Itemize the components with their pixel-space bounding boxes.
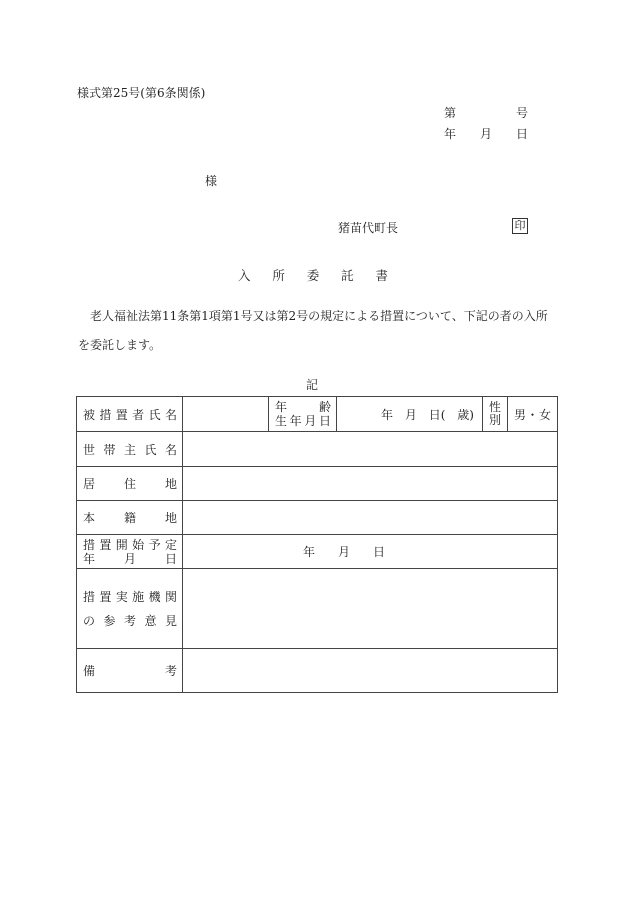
label-char: の (83, 613, 96, 628)
label-char: 措 (83, 537, 96, 552)
residence-label (77, 467, 183, 501)
ki-heading: 記 (306, 378, 319, 392)
label-char: 氏 (144, 442, 157, 457)
birth-year: 年 (381, 407, 394, 422)
label-char: 籍 (123, 511, 136, 525)
label-char: 齢 (318, 400, 331, 414)
label-char: 地 (164, 477, 177, 491)
title-char: 入 (238, 268, 251, 283)
label-char: 措 (83, 589, 96, 604)
start-date-field[interactable] (183, 535, 558, 569)
document-date (444, 125, 528, 142)
record-table (76, 396, 558, 693)
household-head-label (77, 432, 183, 467)
sex-option-female[interactable]: 女 (538, 407, 551, 422)
start-date-label (77, 535, 183, 569)
table-row (77, 569, 558, 649)
start-day: 日 (372, 545, 385, 559)
age-birthdate-label (269, 397, 337, 432)
date-month: 月 (479, 127, 492, 141)
label-char: 措 (99, 407, 112, 422)
label-char: 日 (318, 414, 331, 428)
form-number-label: 様式第25号(第6条関係) (77, 86, 206, 100)
label-char: 考 (164, 664, 177, 678)
label-char: 本 (83, 511, 96, 525)
label-char: 置 (115, 407, 128, 422)
label-char: 性 (488, 400, 501, 414)
label-char: 名 (164, 442, 177, 457)
label-char: 生 (275, 414, 288, 428)
table-row (77, 432, 558, 467)
birth-month: 月 (404, 407, 417, 422)
addressee-honorific: 様 (205, 174, 218, 188)
label-char: 住 (123, 477, 136, 491)
label-char: 名 (164, 407, 177, 422)
seal-mark: 印 (512, 218, 528, 234)
subject-name-field[interactable] (183, 397, 269, 432)
document-number-prefix: 第 (444, 106, 457, 120)
start-month: 月 (337, 545, 350, 559)
label-char: 主 (123, 442, 136, 457)
subject-name-label (77, 397, 183, 432)
label-char: 日 (164, 551, 177, 566)
table-row (77, 501, 558, 535)
label-char: 見 (164, 613, 177, 628)
residence-field[interactable] (183, 467, 558, 501)
title-char: 書 (375, 268, 388, 283)
label-char: 開 (115, 537, 128, 552)
label-char: 氏 (148, 407, 161, 422)
domicile-label (77, 501, 183, 535)
title-char: 委 (306, 268, 320, 283)
start-year: 年 (303, 545, 316, 559)
document-number-suffix: 号 (515, 106, 528, 120)
table-row (77, 649, 558, 693)
issuer-name: 猪苗代町長 (338, 221, 399, 235)
label-char: 年 (289, 414, 302, 428)
label-char: 地 (164, 511, 177, 525)
document-number (444, 104, 528, 121)
agency-opinion-field[interactable] (183, 569, 558, 649)
label-char: 定 (164, 537, 177, 552)
table-row (77, 467, 558, 501)
sex-option-male[interactable]: 男 (514, 407, 527, 422)
label-char: 関 (164, 589, 177, 604)
age-years: 歳) (457, 407, 474, 422)
sex-field[interactable] (508, 397, 558, 432)
label-char: 置 (99, 537, 112, 552)
remarks-label (77, 649, 183, 693)
label-char: 考 (123, 613, 136, 628)
birth-day: 日( (428, 407, 446, 422)
title-char: 託 (341, 268, 354, 283)
label-char: 置 (99, 589, 112, 604)
label-char: 機 (148, 589, 161, 604)
body-paragraph: 老人福祉法第11条第1項第1号又は第2号の規定による措置について、下記の者の入所を委託します。 (78, 309, 548, 352)
date-day: 日 (515, 127, 528, 141)
date-year: 年 (444, 127, 457, 141)
table-row (77, 397, 558, 432)
document-title (238, 266, 388, 284)
household-head-field[interactable] (183, 432, 558, 467)
domicile-field[interactable] (183, 501, 558, 535)
remarks-field[interactable] (183, 649, 558, 693)
label-char: 備 (83, 664, 96, 678)
label-char: 年 (83, 551, 96, 566)
title-char: 所 (272, 268, 285, 283)
label-char: 被 (83, 407, 96, 422)
label-char: 世 (83, 442, 96, 457)
sex-separator: ・ (526, 407, 539, 422)
label-char: 意 (144, 613, 157, 628)
label-char: 年 (275, 400, 288, 414)
label-char: 予 (148, 537, 161, 552)
birthdate-field[interactable] (337, 397, 483, 432)
label-char: 参 (103, 613, 116, 628)
table-row (77, 535, 558, 569)
sex-label (483, 397, 508, 432)
label-char: 実 (115, 589, 128, 604)
label-char: 居 (83, 477, 96, 491)
label-char: 月 (304, 414, 317, 428)
label-char: 別 (488, 413, 501, 427)
label-char: 始 (132, 537, 145, 552)
label-char: 月 (123, 551, 136, 566)
agency-opinion-label (77, 569, 183, 649)
label-char: 帯 (103, 442, 116, 457)
label-char: 施 (132, 589, 145, 604)
label-char: 者 (132, 407, 145, 422)
